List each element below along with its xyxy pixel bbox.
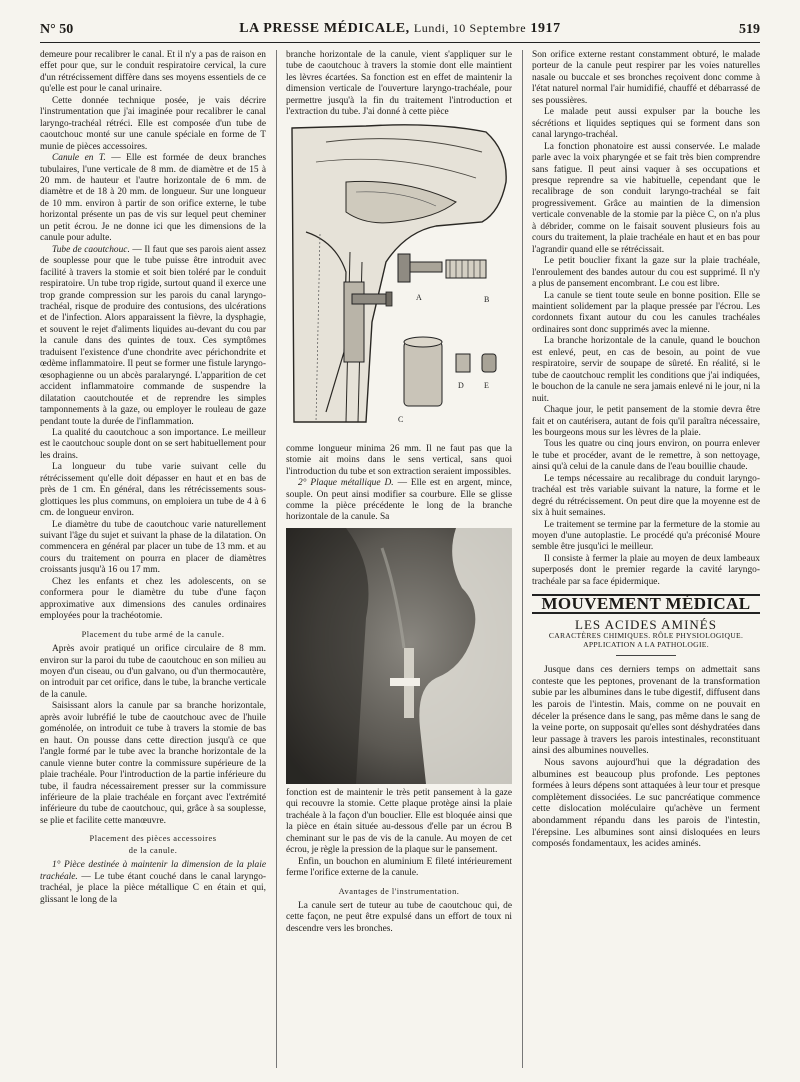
paragraph-text: — Il faut que ses parois aient assez de souplesse pour que le tube puisse être introduit avec facilité à travers la stomie et soit bien toléré par le conduit respiratoire. Un tube trop rigide, surtout quand il exerce une trop grande compression sur les parois du canal laryngo-trachéal, risque de produire des contusions, des ulcérations et de l'infection. Alors apparaissent la fièvre, la dysphagie, et souvent le rejet d'aliments liquides au-devant du cou par la canule dans des quintes de toux. Ces symptômes traduisent l'existence d'une chondrite avec périchondrite et œdème inflammatoire. Il peut se former une fistule laryngo-œsophagienne ou un abcès paralaryngé. L'apparition de cet accident inflammatoire commande de suspendre la dilatation caoutchoutée et de reprendre les simples tamponnements à la gaze, ou employer le rouleau de gaze pendant toute la durée de l'inflammation. — [40, 244, 266, 427]
paragraph: fonction est de maintenir le très petit pansement à la gaze qui recouvre la stomie. Cette plaque protège ainsi la plaie trachéale à la façon d'un bouclier. Elle est bloquée ainsi que la pièce en étain située au-dessous d'elle par un écrou B cheminant sur le pas de vis de la canule. Au moyen de cet écrou, je règle la pression de la plaque sur le pansement. — [286, 787, 512, 856]
paragraph: Nous savons aujourd'hui que la dégradation des albumines est beaucoup plus profonde. Les peptones formées à leurs dépens sont attaquées à leur tour et presque complètement dissociées. Le suc pancréatique commence cette dislocation moléculaire qu'achève un ferment abondamment répandu dans les parois de l'intestin, l'érepsine. Les albumines sont ainsi disloquées en leurs composés fondamentaux, les acides aminés. — [532, 756, 760, 850]
anatomical-illustration — [286, 122, 512, 440]
paragraph: Il consiste à fermer la plaie au moyen de deux lambeaux superposés dont le premier regarde la cavité laryngo-trachéale par sa face épidermique. — [532, 553, 760, 587]
paragraph: Cette donnée technique posée, je vais décrire l'instrumentation que j'ai imaginée pour recalibrer le canal laryngo-trachéal rétréci. Elle est composée d'un tube de caoutchouc monté sur une canule spéciale en forme de T munie de pièces accessoires. — [40, 95, 266, 152]
column-divider — [522, 50, 523, 1068]
journal-masthead — [210, 21, 590, 37]
paragraph: La qualité du caoutchouc a son importance. Le meilleur est le caoutchouc souple dont on se sert habituellement pour les drains. — [40, 427, 266, 461]
paragraph: Le traitement se termine par la fermeture de la stomie au moyen d'une autoplastie. Le procédé qu'a préconisé Moure semble être jusqu'ici le meilleur. — [532, 519, 760, 553]
paragraph: demeure pour recalibrer le canal. Et il n'y a pas de raison en effet pour que, sur le conduit respiratoire cervical, la cure d'un rétrécissement diffère dans ses moyens essentiels de ce qu'elle est pour le canal urinaire. — [40, 50, 266, 95]
divider — [616, 655, 676, 656]
paragraph: La longueur du tube varie suivant celle du rétrécissement qu'elle doit dépasser en haut et en bas de près de 1 cm. En général, dans les rétrécissements sous-glottiques les plus communs, on emploiera un tube de 4 à 6 cm. de longueur environ. — [40, 462, 266, 519]
paragraph: Chez les enfants et chez les adolescents, on se conformera pour le diamètre du tube d'une façon approximative aux dimensions des canules ordinaires employées pour la trachéotomie. — [40, 576, 266, 622]
journal-title: LA PRESSE MÉDICALE, — [239, 21, 410, 36]
paragraph: La canule se tient toute seule en bonne position. Elle se maintient solidement par la plaque pressée par l'écrou. Les cordonnets fixant autour du cou les canules trachéales ordinaires sont donc supprimés avec la mienne. — [532, 290, 760, 335]
section-title-mouvement-medical: MOUVEMENT MÉDICAL — [532, 594, 760, 613]
paragraph-text: — Le tube étant couché dans le canal laryngo-trachéal, je place la pièce métallique C en étain et qui, glissant le long de la — [40, 871, 266, 905]
paragraph — [40, 153, 266, 245]
paragraph: branche horizontale de la canule, vient s'appliquer sur le tube de caoutchouc à travers la stomie dont elle maintient les lèvres écartées. Sa fonction est en effet de maintenir la dimension verticale de l'ouverture laryngo-trachéale, pour permettre jusqu'à la fin du traitement l'introduction et l'extraction du tube. J'ai donné à cette pièce — [286, 50, 512, 118]
paragraph: Le petit bouclier fixant la gaze sur la plaie trachéale, l'enroulement des bandes autour du cou est supprimé. Il n'y a plus de pansement encombrant. Le cou est libre. — [532, 256, 760, 290]
paragraph — [286, 478, 512, 524]
paragraph: La canule sert de tuteur au tube de caoutchouc qui, de cette façon, ne peut être expulsé dans un effort de toux ni descendre vers les bronches. — [286, 900, 512, 934]
article-subtitle: CARACTÈRES CHIMIQUES. RÔLE PHYSIOLOGIQUE. — [548, 631, 744, 641]
section-heading: de la canule. — [128, 845, 178, 855]
issue-date: Lundi, 10 Septembre — [413, 21, 527, 35]
figure-label-c: C — [398, 414, 404, 424]
paragraph: Enfin, un bouchon en aluminium E fileté intérieurement ferme l'orifice externe de la canule. — [286, 856, 512, 879]
figure-label-b: B — [484, 294, 490, 304]
page-number: 519 — [739, 22, 760, 37]
figure-label-a: A — [416, 292, 422, 302]
column-1 — [40, 50, 266, 906]
figure-label-d: D — [458, 380, 464, 390]
paragraph — [40, 245, 266, 428]
article-title: LES ACIDES AMINÉS — [575, 616, 717, 632]
paragraph: Saisissant alors la canule par sa branche horizontale, après avoir lubréfié le tube de caoutchouc avec de l'huile goménolée, on introduit ce tube à travers la stomie de bas en haut. On pousse dans cette direction jusqu'à ce que l'angle formé par le tube avec la branche horizontale de la canule vienne buter contre la commissure supérieure de la plaie trachéale. Pour l'introduction de la partie inférieure du tube, il faudra nécessairement presser sur la commissure inférieure de la plaie trachéale en forçant avec l'extrémité inférieure du tube de caoutchouc, qui, grâce à sa souplesse, se plie et facilite cette manœuvre. — [40, 701, 266, 826]
section-heading: Placement du tube armé de la canule. — [81, 629, 225, 639]
paragraph: Le temps nécessaire au recalibrage du conduit laryngo-trachéal est très variable suivant la nature, la forme et le degré du rétrécissement. On peut dire que la moyenne est de six à huit semaines. — [532, 473, 760, 519]
paragraph: Chaque jour, le petit pansement de la stomie devra être fait et on cautérisera, autant de fois qu'il paraîtra nécessaire, les bourgeons mous sur les lèvres de la plaie. — [532, 405, 760, 438]
radiograph-photo — [286, 528, 512, 784]
column-3 — [532, 50, 760, 850]
paragraph: Le diamètre du tube de caoutchouc varie naturellement suivant l'âge du sujet et suivant la phase de la dilatation. On commencera en général par placer un tube de 13 mm. et au cours du traitement on pourra en placer de diamètres croissants jusqu'à 16 ou 17 mm. — [40, 519, 266, 576]
paragraph: Tous les quatre ou cinq jours environ, on pourra enlever le tube et procéder, avant de le remettre, à son nettoyage, ainsi qu'à celui de la canule dans de l'eau bouillie chaude. — [532, 439, 760, 473]
paragraph: comme longueur minima 26 mm. Il ne faut pas que la stomie ait moins dans le sens vertical, sans quoi l'introduction du tube et son extraction seraient impossibles. — [286, 443, 512, 477]
column-2 — [286, 50, 512, 935]
paragraph: La fonction phonatoire est aussi conservée. Le malade parle avec la voix pharyngée et se fait très bien comprendre sans fatigue. Il peut ainsi vaquer à ses occupations et presque reprendre sa vie habituelle, cependant que le recalibrage de son conduit laryngo-trachéal se fait progressivement. Grâce au maintien de la dimension verticale convenable de la stomie par la pièce C, on n'a plus à débrider, comme on le faisait souvent plusieurs fois au cours du traitement, la plaie trachéale en haut et en bas pour l'agrandir quand elle se rétrécissait. — [532, 141, 760, 255]
paragraph-lead: 2° Plaque métallique D. — [298, 478, 394, 489]
paragraph-lead: Canule en T. — [52, 153, 106, 164]
issue-number: N° 50 — [40, 22, 74, 37]
issue-year: 1917 — [530, 21, 561, 36]
paragraph: Son orifice externe restant constamment obturé, le malade porteur de la canule peut respirer par les voies naturelles nasale ou buccale et ses bronches reçoivent donc comme à l'état naturel normal l'air humidifié, chauffé et débarrassé de ses poussières. — [532, 50, 760, 106]
page-header — [40, 20, 760, 43]
paragraph-lead: Tube de caoutchouc. — [52, 244, 130, 255]
paragraph-lead: 1° Pièce destinée à maintenir la dimension de la plaie trachéale. — [40, 860, 266, 882]
paragraph: Après avoir pratiqué un orifice circulaire de 8 mm. environ sur la paroi du tube de caoutchouc en son milieu au moyen d'un ciseau, ou d'un galvano, ou d'un thermocautère, on introduit par cet orifice, dans le tube, la branche verticale de la canule. — [40, 644, 266, 700]
figure-label-e: E — [484, 380, 489, 390]
paragraph: Le malade peut aussi expulser par la bouche les sécrétions et liquides septiques qui se forment dans son canal laryngo-trachéal. — [532, 107, 760, 141]
paragraph: La branche horizontale de la canule, quand le bouchon est enlevé, peut, en cas de besoin, au point de vue respiratoire, servir de soupape de sûreté. En réalité, si le tube de caoutchouc remplit les conditions que j'ai indiquées, le bouchon de la canule ne sera jamais enlevé ni le jour, ni la nuit. — [532, 336, 760, 404]
section-heading: Placement des pièces accessoires — [89, 834, 217, 844]
paragraph-text: — Elle est formée de deux branches tubulaires, l'une verticale de 8 mm. de diamètre et de 15 à 20 mm. de hauteur et l'autre horizontale de 6 mm. de diamètre et de 18 à 20 mm. de longueur. Sur une longueur de 10 mm. environ à partir de son orifice externe, le tube horizontal présente un pas de vis sur lequel peut cheminer un petit écrou. Je ne donne ici que les dimensions de la canule pour adulte. — [40, 153, 266, 244]
page — [40, 20, 760, 1068]
paragraph — [40, 860, 266, 906]
article-subtitle: APPLICATION A LA PATHOLOGIE. — [583, 640, 709, 650]
paragraph-text: — Elle est en argent, mince, souple. On peut ainsi modifier sa courbure. Elle se glisse comme la pièce précédente le long de la branche horizontale de la canule. Sa — [286, 478, 512, 523]
paragraph: Jusque dans ces derniers temps on admettait sans conteste que les peptones, provenant de la transformation subie par les albumines dans le tube digestif, diffusent dans les parois de l'intestin. Mais, comme on ne pouvait en déceler la présence dans le sang, pas même dans le sang de la veine porte, on supposait qu'elles sont déshydratées dans leur passage à travers les parois intestinales, reconstituant ainsi des albumines nouvelles. — [532, 664, 760, 757]
column-divider — [276, 50, 277, 1068]
section-heading: Avantages de l'instrumentation. — [338, 886, 460, 896]
